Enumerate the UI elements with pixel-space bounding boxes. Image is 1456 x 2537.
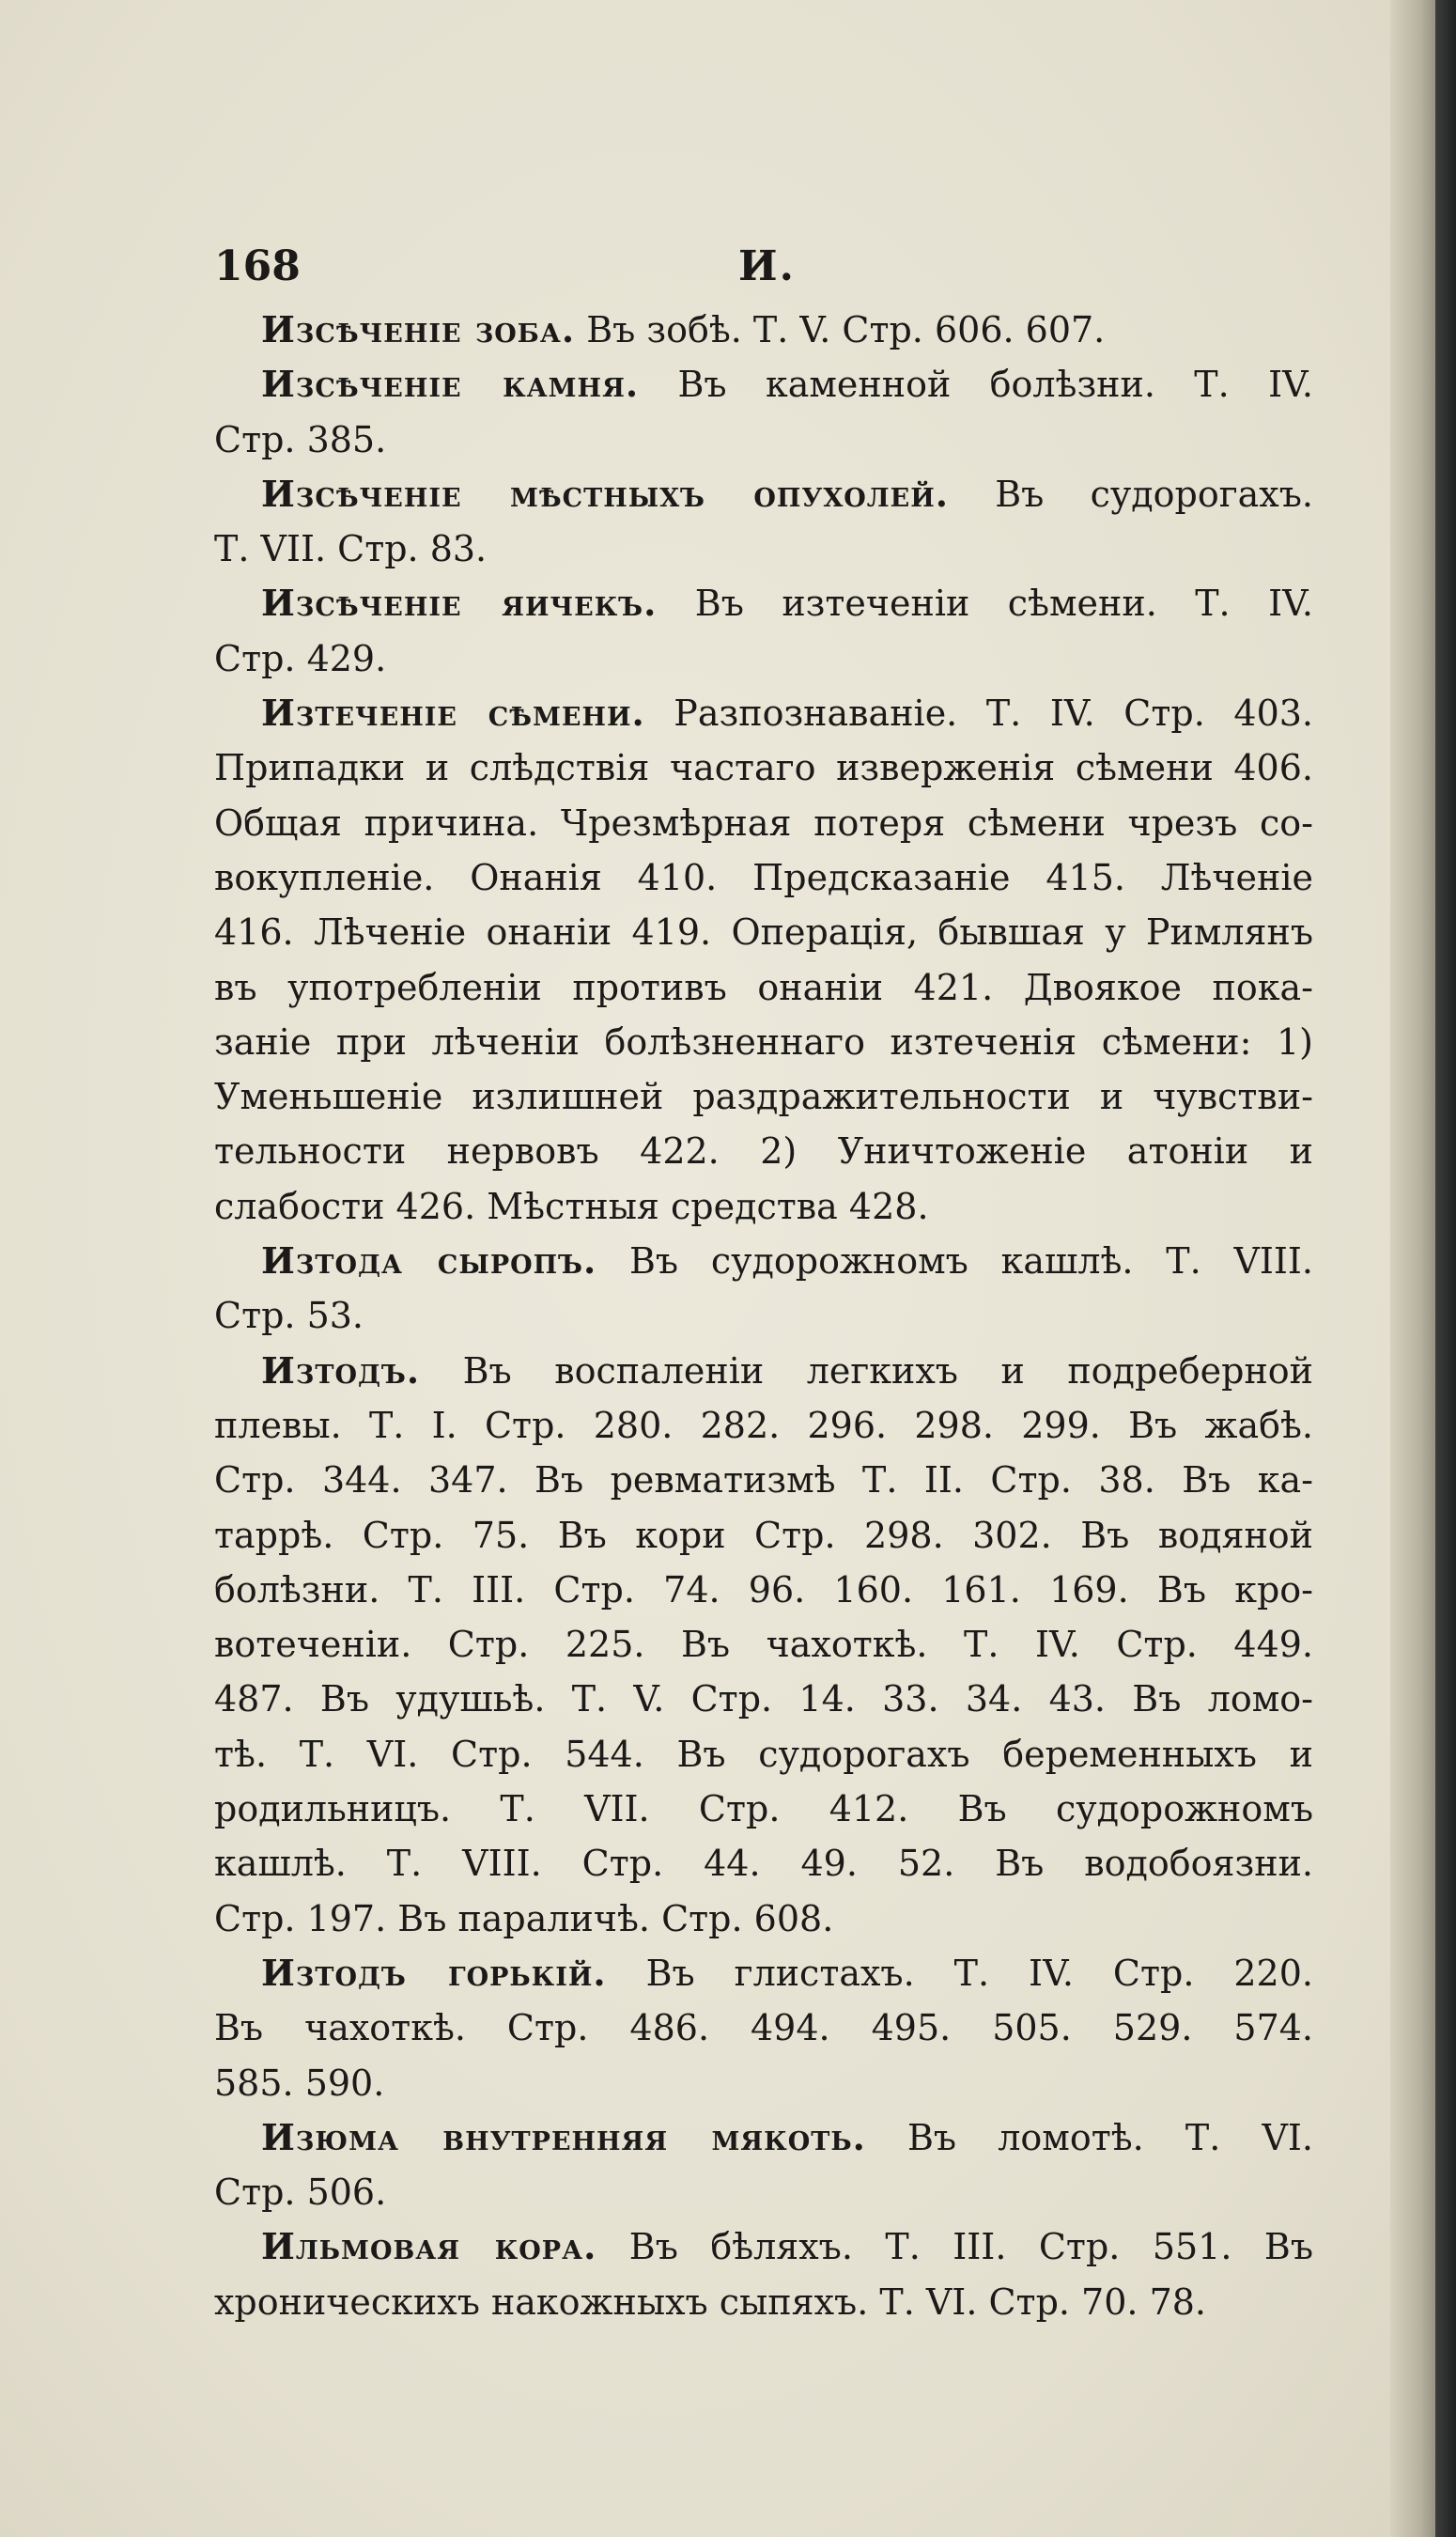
entry-continuation-line (214, 2275, 1313, 2329)
entry-text: Стр. 53. (214, 1295, 364, 1337)
entry-text: Въ каменной болѣзни. Т. IV. (639, 364, 1313, 406)
entry-first-line (214, 2110, 1313, 2165)
entry-continuation-line (214, 1453, 1313, 1507)
entry-text: Стр. 344. 347. Въ ревматизмѣ Т. II. Стр. 38. Въ ка- (214, 1459, 1313, 1502)
entry-text: таррѣ. Стр. 75. Въ кори Стр. 298. 302. Въ водяной (214, 1514, 1313, 1556)
entry-text: кашлѣ. Т. VIII. Стр. 44. 49. 52. Въ водобоязни. (214, 1843, 1313, 1885)
entry-text: болѣзни. Т. III. Стр. 74. 96. 160. 161. 169. Въ кро- (214, 1568, 1313, 1611)
entry-headword: Изтеченіе сѣмени. (261, 692, 645, 735)
entry-continuation-line (214, 1836, 1313, 1891)
entry-continuation-line (214, 1891, 1313, 1946)
index-entry (214, 1946, 1313, 2110)
entry-continuation-line (214, 1617, 1313, 1672)
entry-continuation-line (214, 1124, 1313, 1178)
entry-text: Въ судорожномъ кашлѣ. Т. VIII. (596, 1240, 1313, 1283)
index-entry (214, 576, 1313, 686)
entry-continuation-line (214, 1727, 1313, 1782)
entry-text: въ употребленіи противъ онаніи 421. Двоякое пока- (214, 966, 1313, 1008)
entry-continuation-line (214, 2000, 1313, 2055)
entry-text: Разпознаваніе. Т. IV. Стр. 403. (644, 693, 1313, 735)
entry-text: тѣ. Т. VI. Стр. 544. Въ судорогахъ беременныхъ и (214, 1733, 1313, 1775)
running-head: И. (738, 242, 796, 290)
entry-text: тельности нервовъ 422. 2) Уничтоженіе атоніи и (214, 1130, 1313, 1173)
entry-text: Общая причина. Чрезмѣрная потеря сѣмени чрезъ со- (214, 802, 1313, 844)
entry-continuation-line (214, 2056, 1313, 2110)
entry-continuation-line (214, 1563, 1313, 1617)
entry-continuation-line (214, 960, 1313, 1015)
entry-headword: Изюма внутренняя мякоть. (261, 2115, 866, 2158)
entry-text: Стр. 429. (214, 637, 387, 679)
entry-first-line (214, 357, 1313, 412)
entry-headword: Изсѣченіе зоба. (261, 308, 576, 350)
entry-continuation-line (214, 412, 1313, 467)
index-text-block (214, 303, 1313, 2329)
entry-text: вотеченіи. Стр. 225. Въ чахоткѣ. Т. IV. Стр. 449. (214, 1624, 1313, 1666)
entry-continuation-line (214, 2165, 1313, 2219)
entry-text: Припадки и слѣдствія частаго изверженія сѣмени 406. (214, 747, 1313, 789)
entry-first-line (214, 686, 1313, 740)
entry-text: хроническихъ накожныхъ сыпяхъ. Т. VI. Стр. 70. 78. (214, 2280, 1207, 2323)
index-entry (214, 303, 1313, 357)
entry-text: Стр. 385. (214, 418, 387, 460)
entry-continuation-line (214, 1069, 1313, 1124)
entry-headword: Ильмовая кора. (261, 2225, 597, 2268)
entry-continuation-line (214, 1288, 1313, 1343)
entry-text: Т. VII. Стр. 83. (214, 528, 488, 570)
index-entry (214, 686, 1313, 1234)
entry-first-line (214, 1234, 1313, 1288)
entry-continuation-line (214, 521, 1313, 576)
entry-headword: Изсѣченіе камня. (261, 363, 640, 406)
entry-first-line (214, 1946, 1313, 2000)
entry-text: плевы. Т. I. Стр. 280. 282. 296. 298. 299. Въ жабѣ. (214, 1404, 1313, 1446)
entry-headword: Изтодъ. (261, 1348, 421, 1392)
entry-headword: Изтодъ горькій. (261, 1951, 607, 1994)
entry-text: Въ ломотѣ. Т. VI. (865, 2116, 1313, 2158)
entry-text: Стр. 197. Въ параличѣ. Стр. 608. (214, 1897, 834, 1939)
page-header (214, 242, 1323, 308)
entry-continuation-line (214, 1508, 1313, 1563)
entry-continuation-line (214, 1015, 1313, 1069)
entry-text: Уменьшеніе излишней раздражительности и чувстви- (214, 1076, 1313, 1118)
entry-text: Въ изтеченіи сѣмени. Т. IV. (657, 583, 1313, 625)
entry-continuation-line (214, 1672, 1313, 1726)
entry-continuation-line (214, 631, 1313, 686)
entry-continuation-line (214, 1179, 1313, 1234)
entry-headword: Изсѣченіе мѣстныхъ опухолей. (261, 472, 949, 515)
entry-text: родильницъ. Т. VII. Стр. 412. Въ судорожномъ (214, 1788, 1313, 1830)
entry-first-line (214, 1344, 1313, 1398)
entry-first-line (214, 2219, 1313, 2274)
entry-text: 416. Лѣченіе онаніи 419. Операція, бывшая у Римлянъ (214, 911, 1313, 954)
entry-text: Въ воспаленіи легкихъ и подреберной (420, 1349, 1313, 1392)
index-entry (214, 1344, 1313, 1946)
entry-continuation-line (214, 850, 1313, 905)
entry-continuation-line (214, 1398, 1313, 1453)
entry-text: Въ чахоткѣ. Стр. 486. 494. 495. 505. 529. 574. (214, 2007, 1313, 2049)
entry-continuation-line (214, 796, 1313, 850)
page-number: 168 (214, 242, 301, 290)
entry-continuation-line (214, 740, 1313, 795)
entry-first-line (214, 576, 1313, 630)
index-entry (214, 2110, 1313, 2220)
index-entry (214, 2219, 1313, 2329)
entry-text: слабости 426. Мѣстныя средства 428. (214, 1185, 929, 1227)
entry-first-line (214, 303, 1313, 357)
entry-continuation-line (214, 905, 1313, 959)
index-entry (214, 1234, 1313, 1344)
index-entry (214, 467, 1313, 577)
entry-first-line (214, 467, 1313, 521)
entry-text: 585. 590. (214, 2062, 385, 2104)
entry-headword: Изсѣченіе яичекъ. (261, 582, 658, 625)
book-binding-shadow (1435, 0, 1456, 2537)
index-entry (214, 357, 1313, 467)
entry-text: Въ судорогахъ. (948, 473, 1313, 515)
entry-text: 487. Въ удушьѣ. Т. V. Стр. 14. 33. 34. 43. Въ ломо- (214, 1678, 1313, 1720)
entry-headword: Изтода сыропъ. (261, 1239, 597, 1283)
entry-text: Въ бѣляхъ. Т. III. Стр. 551. Въ (596, 2226, 1313, 2268)
entry-text: Стр. 506. (214, 2171, 387, 2214)
entry-text: Въ зобѣ. Т. V. Стр. 606. 607. (575, 309, 1106, 350)
entry-text: вокупленіе. Онанія 410. Предсказаніе 415. Лѣченіе (214, 856, 1313, 898)
entry-continuation-line (214, 1782, 1313, 1836)
entry-text: заніе при лѣченіи болѣзненнаго изтеченія сѣмени: 1) (214, 1020, 1313, 1063)
entry-text: Въ глистахъ. Т. IV. Стр. 220. (606, 1952, 1313, 1994)
